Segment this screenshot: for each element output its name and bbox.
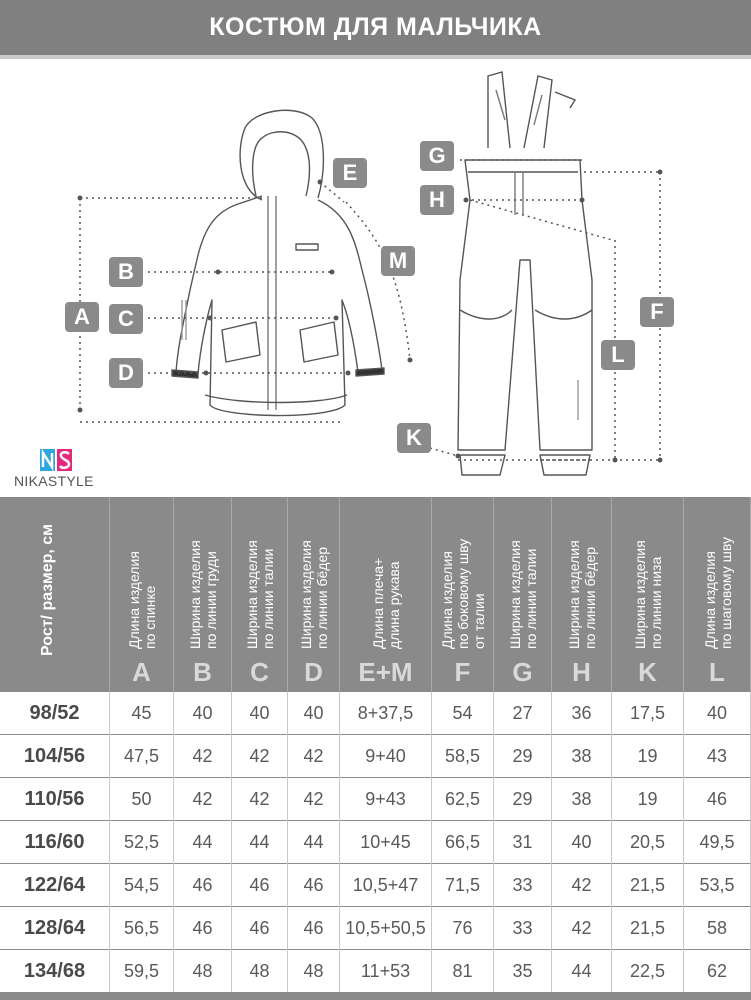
header-description-line: по шаговому шву xyxy=(717,537,734,649)
header-description-line: Ширина изделия xyxy=(566,540,582,649)
measurement-cell: 62,5 xyxy=(432,778,494,821)
header-description-line: по линии низа xyxy=(648,556,664,649)
header-letter: H xyxy=(572,657,591,687)
measurement-cell: 43 xyxy=(684,735,751,778)
measurement-cell: 44 xyxy=(174,821,232,864)
measurement-cell: 46 xyxy=(288,864,340,907)
measurement-cell: 62 xyxy=(684,950,751,993)
measurement-cell: 48 xyxy=(288,950,340,993)
header-description-line: Ширина изделия xyxy=(632,540,648,649)
measurement-cell: 42 xyxy=(174,778,232,821)
brand-logo xyxy=(14,449,134,494)
measurement-cell: 46 xyxy=(288,907,340,950)
measurement-cell: 40 xyxy=(174,692,232,735)
header-description xyxy=(439,539,487,649)
measurement-cell: 22,5 xyxy=(612,950,684,993)
header-letter: D xyxy=(304,657,323,687)
measurement-cell: 38 xyxy=(552,778,612,821)
brand-name: NIKASTYLE xyxy=(14,473,94,489)
jacket-pocket-right xyxy=(300,322,338,362)
measurement-cell: 46 xyxy=(684,778,751,821)
header-col-c xyxy=(232,497,288,692)
measurement-cell: 40 xyxy=(684,692,751,735)
measurement-cell: 35 xyxy=(494,950,552,993)
measurement-cell: 42 xyxy=(552,864,612,907)
header-description xyxy=(187,540,219,649)
measurement-cell: 19 xyxy=(612,735,684,778)
header-letter: K xyxy=(638,657,657,687)
pants-cuff-right xyxy=(540,455,590,475)
measurement-cell: 44 xyxy=(288,821,340,864)
size-header-label: Рост/ размер, см xyxy=(39,524,56,657)
size-cell: 104/56 xyxy=(0,735,110,778)
measurement-cell: 42 xyxy=(288,778,340,821)
size-cell: 128/64 xyxy=(0,907,110,950)
header-description-line: Ширина изделия xyxy=(507,540,523,649)
measurement-cell: 40 xyxy=(232,692,288,735)
header-col-e-m xyxy=(340,497,432,692)
header-description xyxy=(507,540,539,649)
size-cell: 116/60 xyxy=(0,821,110,864)
measurement-cell: 45 xyxy=(110,692,174,735)
label-c: C xyxy=(109,304,143,334)
measurement-cell: 42 xyxy=(174,735,232,778)
header-col-g xyxy=(494,497,552,692)
measurement-cell: 47,5 xyxy=(110,735,174,778)
measurement-cell: 54,5 xyxy=(110,864,174,907)
header-col-h xyxy=(552,497,612,692)
measurement-cell: 42 xyxy=(552,907,612,950)
measurement-cell: 17,5 xyxy=(612,692,684,735)
table-row xyxy=(0,735,751,778)
table-row xyxy=(0,821,751,864)
measurement-cell: 40 xyxy=(288,692,340,735)
measurement-cell: 10,5+50,5 xyxy=(340,907,432,950)
header-description-line: Длина плеча+ xyxy=(370,557,386,649)
table-row xyxy=(0,778,751,821)
header-description-line: по линии груди xyxy=(203,551,219,649)
table-row xyxy=(0,950,751,993)
measurement-cell: 33 xyxy=(494,907,552,950)
label-b: B xyxy=(109,257,143,287)
label-e: E xyxy=(333,158,367,188)
measurement-cell: 10+45 xyxy=(340,821,432,864)
measurement-cell: 42 xyxy=(232,778,288,821)
header-col-b xyxy=(174,497,232,692)
jacket-pocket-left xyxy=(222,322,260,362)
header-letter: L xyxy=(709,657,725,687)
header-description xyxy=(566,540,598,649)
header-description-line: по боковому шву xyxy=(455,538,471,649)
measurement-cell: 46 xyxy=(232,864,288,907)
header-description-line: по линии талии xyxy=(523,548,539,649)
measurement-cell: 52,5 xyxy=(110,821,174,864)
header-size xyxy=(0,497,110,692)
measurement-cell: 10,5+47 xyxy=(340,864,432,907)
garment-diagram xyxy=(0,59,751,499)
measurement-cell: 54 xyxy=(432,692,494,735)
table-row xyxy=(0,864,751,907)
measurement-cell: 9+40 xyxy=(340,735,432,778)
header-letter: B xyxy=(193,657,212,687)
header-description xyxy=(298,540,330,649)
header-description xyxy=(632,540,664,649)
measurement-cell: 42 xyxy=(288,735,340,778)
header-description-line: по спинке xyxy=(142,585,158,649)
measurement-cell: 48 xyxy=(174,950,232,993)
jacket-body xyxy=(176,196,382,416)
measurement-cell: 29 xyxy=(494,778,552,821)
measurement-cell: 58 xyxy=(684,907,751,950)
measurement-cell: 44 xyxy=(232,821,288,864)
header-description-line: Ширина изделия xyxy=(244,540,260,649)
table-row xyxy=(0,907,751,950)
measurement-cell: 48 xyxy=(232,950,288,993)
table-bottom-bar xyxy=(0,992,751,1000)
measurement-cell: 59,5 xyxy=(110,950,174,993)
header-description xyxy=(702,537,734,649)
measurement-cell: 44 xyxy=(552,950,612,993)
table-row xyxy=(0,692,751,735)
jacket-hood xyxy=(240,110,323,200)
label-h: H xyxy=(420,185,454,215)
header-letter: F xyxy=(454,657,471,687)
measurement-cell: 66,5 xyxy=(432,821,494,864)
header-letter: E+M xyxy=(358,657,413,687)
label-l: L xyxy=(601,340,635,370)
header-description xyxy=(370,558,402,649)
header-col-a xyxy=(110,497,174,692)
header-description-line: Ширина изделия xyxy=(298,540,314,649)
measurement-cell: 56,5 xyxy=(110,907,174,950)
measurement-cell: 31 xyxy=(494,821,552,864)
measurement-cell: 21,5 xyxy=(612,864,684,907)
size-cell: 98/52 xyxy=(0,692,110,735)
measurement-cell: 71,5 xyxy=(432,864,494,907)
header-description xyxy=(244,540,276,649)
measurement-cell: 21,5 xyxy=(612,907,684,950)
label-f: F xyxy=(640,297,674,327)
header-col-f xyxy=(432,497,494,692)
size-table-body xyxy=(0,692,751,992)
header-col-l xyxy=(684,497,751,692)
measurement-cell: 49,5 xyxy=(684,821,751,864)
header-description xyxy=(126,551,158,649)
header-description-line: Ширина изделия xyxy=(187,540,203,649)
measurement-cell: 40 xyxy=(552,821,612,864)
measurement-cell: 33 xyxy=(494,864,552,907)
measurement-cell: 27 xyxy=(494,692,552,735)
measurement-cell: 58,5 xyxy=(432,735,494,778)
pants-cuff-left xyxy=(460,455,505,475)
header-letter: A xyxy=(132,657,151,687)
label-d: D xyxy=(109,358,143,388)
measurement-cell: 20,5 xyxy=(612,821,684,864)
measurement-cell: 11+53 xyxy=(340,950,432,993)
measurement-cell: 46 xyxy=(174,864,232,907)
pants-outline xyxy=(458,160,592,450)
suspender-left xyxy=(488,72,510,148)
header-description-line: длина рукава xyxy=(386,561,402,649)
measurement-cell: 50 xyxy=(110,778,174,821)
measurement-cell: 38 xyxy=(552,735,612,778)
header-col-k xyxy=(612,497,684,692)
measurement-cell: 53,5 xyxy=(684,864,751,907)
brand-logo-icon xyxy=(40,449,72,471)
measurement-cell: 81 xyxy=(432,950,494,993)
size-cell: 134/68 xyxy=(0,950,110,993)
header-description-line: по линии бёдер xyxy=(314,546,330,649)
header-description-line: по линии талии xyxy=(260,548,276,649)
header-description-line: от талии xyxy=(471,593,487,649)
measurement-cell: 36 xyxy=(552,692,612,735)
page-title: КОСТЮМ ДЛЯ МАЛЬЧИКА xyxy=(0,0,751,55)
measurement-cell: 8+37,5 xyxy=(340,692,432,735)
label-g: G xyxy=(420,141,454,171)
size-cell: 110/56 xyxy=(0,778,110,821)
header-letter: C xyxy=(250,657,269,687)
label-m: M xyxy=(381,246,415,276)
measurement-cell: 29 xyxy=(494,735,552,778)
label-k: K xyxy=(397,423,431,453)
measurement-cell: 19 xyxy=(612,778,684,821)
header-description-line: Длина изделия xyxy=(126,551,142,649)
size-table-header xyxy=(0,497,751,692)
header-description-line: Длина изделия xyxy=(701,551,718,649)
header-letter: G xyxy=(512,657,533,687)
measurement-cell: 76 xyxy=(432,907,494,950)
label-a: A xyxy=(65,302,99,332)
measurement-cell: 42 xyxy=(232,735,288,778)
measurement-cell: 9+43 xyxy=(340,778,432,821)
measurement-cell: 46 xyxy=(174,907,232,950)
header-col-d xyxy=(288,497,340,692)
measurement-cell: 46 xyxy=(232,907,288,950)
size-cell: 122/64 xyxy=(0,864,110,907)
header-description-line: Длина изделия xyxy=(439,551,455,649)
header-description-line: по линии бёдер xyxy=(582,546,598,649)
